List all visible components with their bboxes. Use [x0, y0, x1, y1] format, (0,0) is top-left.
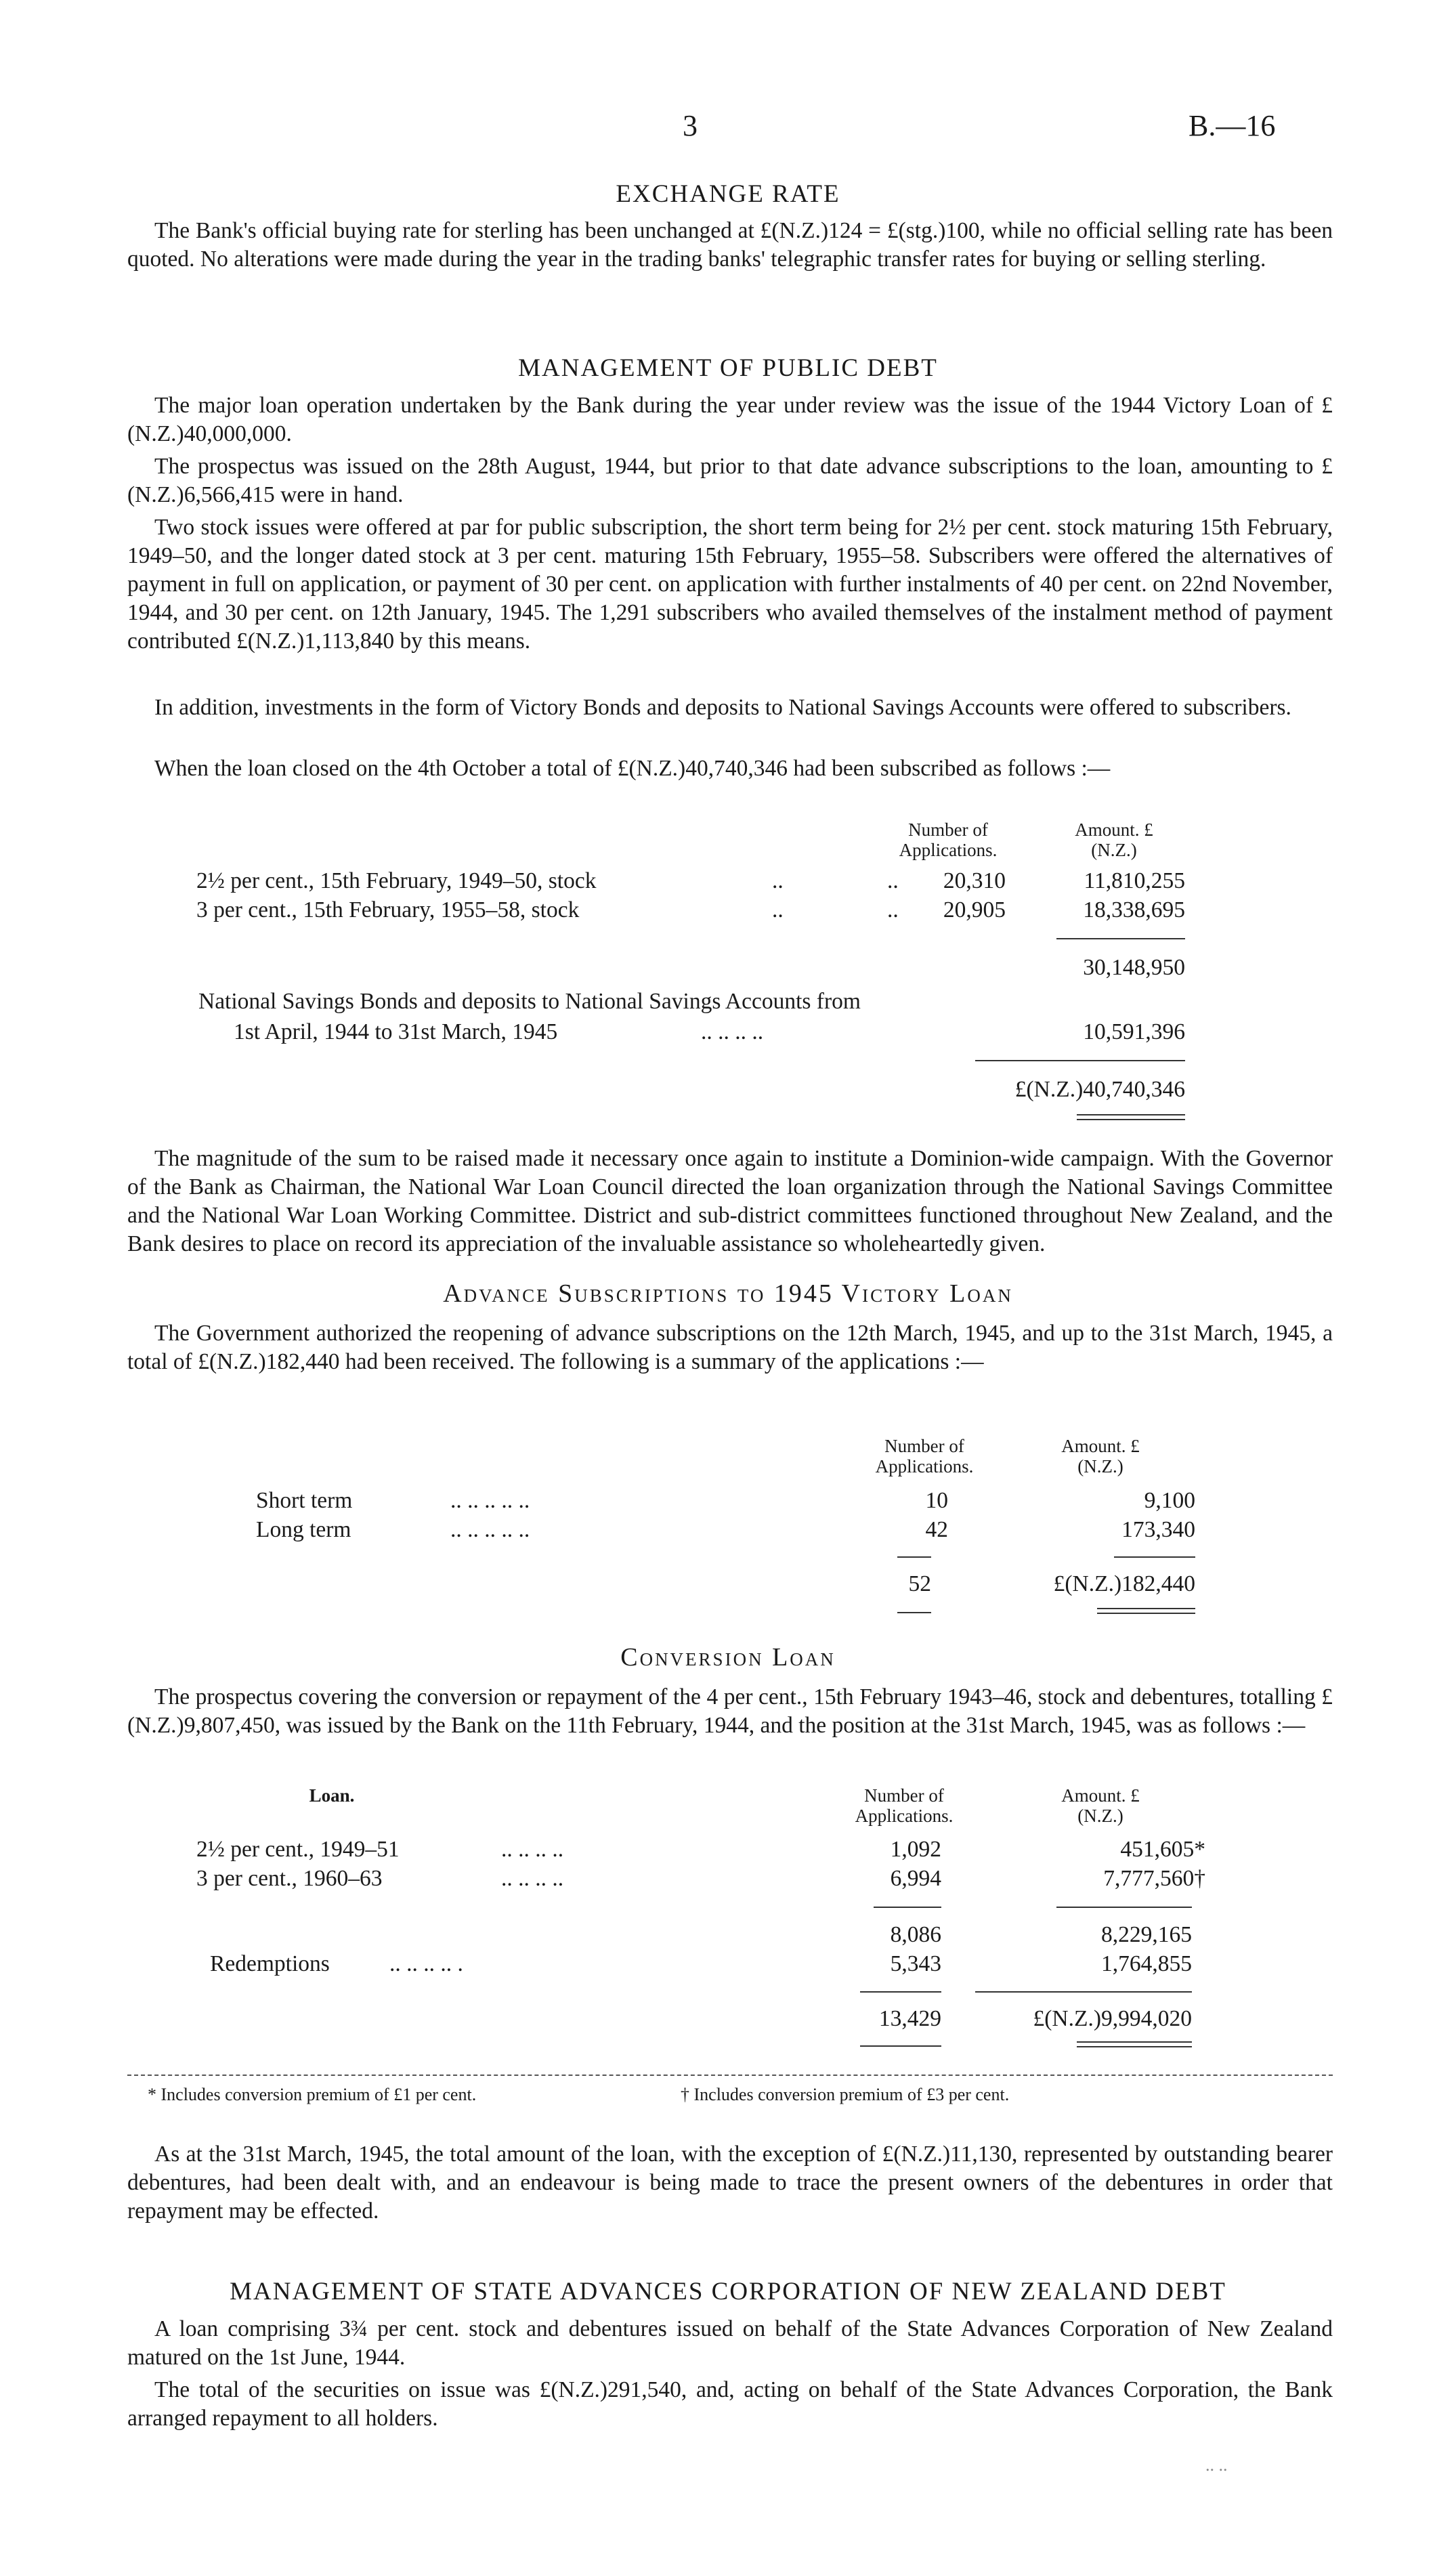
public-debt-paragraph-6: The magnitude of the sum to be raised made it necessary once again to institute a Dominion-wide campaign. With the Governor of the Bank as Chairman, the National War Loan Council directed the loan organization through the National Savings Committee and the National War Loan Working Committee. District and sub-district committees functioned throughout New Zealand, and the Bank desires to place on record its appreciation of the invaluable assistance so wholeheartedly given. — [127, 1146, 1333, 1256]
conversion-total-double-rule — [1077, 2041, 1192, 2047]
conversion-col-applications: Number of Applications. — [855, 1785, 954, 1826]
savings-label-line-2: 1st April, 1944 to 31st March, 1945 — [234, 1019, 558, 1044]
conversion-row-leaders: .. .. .. .. — [501, 1837, 564, 1862]
report-code: B.—16 — [1189, 109, 1276, 142]
advance-row-label: Long term — [256, 1517, 351, 1542]
subtotal-rule — [1056, 938, 1185, 939]
advance-col-applications: Number of Applications. — [875, 1436, 974, 1476]
redemptions-applications: 5,343 — [890, 1951, 941, 1976]
savings-label-line-1: National Savings Bonds and deposits to National Savings Accounts from — [198, 989, 861, 1014]
total-rule — [975, 1060, 1185, 1061]
conversion-total-applications: 13,429 — [878, 2006, 941, 2031]
victory-col-applications: Number of Applications. — [899, 820, 998, 860]
public-debt-paragraph-5: When the loan closed on the 4th October a total of £(N.Z.)40,740,346 had been subscribed as follows :— — [154, 756, 1111, 781]
conversion-total-apps-underline — [860, 2045, 941, 2047]
public-debt-paragraph-4: In addition, investments in the form of Victory Bonds and deposits to National Savings Accounts were offered to subscribers. — [154, 695, 1291, 720]
victory-row-amount: 18,338,695 — [1083, 897, 1185, 922]
victory-col-amount: Amount. £(N.Z.) — [1075, 820, 1153, 860]
advance-total-amount: £(N.Z.)182,440 — [1053, 1571, 1195, 1596]
victory-row-leader: .. — [772, 897, 784, 922]
conversion-row-label: 2½ per cent., 1949–51 — [196, 1837, 400, 1862]
public-debt-paragraph-3: Two stock issues were offered at par for public subscription, the short term being for 2½ per cent. stock maturing 15th February, 1949–50, and the longer dated stock at 3 per cent. maturing 15th February, 1955–58. Subscribers were offered the alternatives of payment in full on application, or payment of 30 per cent. on application with further instalments of 40 per cent. on 22nd November, 1944, and 30 per cent. on 12th January, 1945. The 1,291 subscribers who availed themselves of the instalment method of payment contributed £(N.Z.)1,113,840 by this means. — [127, 515, 1333, 654]
total-double-rule — [1077, 1114, 1185, 1120]
advance-apps-underline — [897, 1612, 931, 1613]
conversion-row-applications: 6,994 — [890, 1866, 941, 1891]
conversion-row-leaders: .. .. .. .. — [501, 1866, 564, 1891]
advance-row-label: Short term — [256, 1488, 353, 1513]
conversion-loan-paragraph-1: The prospectus covering the conversion or repayment of the 4 per cent., 15th February 1943–46, stock and debentures, totalling £(N.Z.)9,807,450, was issued by the Bank on the 11th February, 1944, and the position at the 31st March, 1945, was as follows :— — [127, 1684, 1333, 1738]
conversion-loan-paragraph-2: As at the 31st March, 1945, the total amount of the loan, with the exception of £(N.Z.)11,130, represented by outstanding bearer debentures, had been dealt with, and an endeavour is being made to trace the present owners of the debentures in order that repayment may be effected. — [127, 2142, 1333, 2224]
conversion-subtotal-applications: 8,086 — [890, 1922, 941, 1947]
redemptions-label: Redemptions — [210, 1951, 330, 1976]
redemptions-amount: 1,764,855 — [1101, 1951, 1192, 1976]
advance-row-leaders: .. .. .. .. .. — [450, 1517, 530, 1542]
advance-total-applications: 52 — [908, 1571, 931, 1596]
victory-row-leader: .. — [887, 868, 899, 893]
conversion-total-amount-rule — [975, 1991, 1192, 1993]
advance-row-amount: 173,340 — [1121, 1517, 1195, 1542]
victory-row-amount: 11,810,255 — [1084, 868, 1185, 893]
footnote-1: * Includes conversion premium of £1 per cent. — [148, 2085, 477, 2104]
public-debt-paragraph-1: The major loan operation undertaken by the Bank during the year under review was the issue of the 1944 Victory Loan of £(N.Z.)40,000,000. — [127, 393, 1333, 446]
state-advances-paragraph-2: The total of the securities on issue was £(N.Z.)291,540, and, acting on behalf of the State Advances Corporation, the Bank arranged repayment to all holders. — [127, 2377, 1333, 2431]
conversion-row-applications: 1,092 — [890, 1837, 941, 1862]
victory-row-label: 3 per cent., 15th February, 1955–58, stock — [196, 897, 580, 922]
state-advances-heading: MANAGEMENT OF STATE ADVANCES CORPORATION OF NEW ZEALAND DEBT — [230, 2278, 1226, 2305]
advance-row-applications: 42 — [925, 1517, 948, 1542]
victory-row-applications: 20,905 — [943, 897, 1006, 922]
conversion-amount-rule — [1056, 1907, 1192, 1908]
conversion-row-label: 3 per cent., 1960–63 — [196, 1866, 383, 1891]
public-debt-heading: MANAGEMENT OF PUBLIC DEBT — [518, 354, 938, 382]
footnote-separator — [127, 2075, 1333, 2076]
advance-subscriptions-heading: Advance Subscriptions to 1945 Victory Loan — [443, 1279, 1013, 1308]
conversion-loan-heading: Conversion Loan — [620, 1643, 836, 1672]
conversion-subtotal-amount: 8,229,165 — [1101, 1922, 1192, 1947]
conversion-total-apps-rule — [860, 1991, 941, 1993]
conversion-row-amount: 451,605* — [1120, 1837, 1205, 1862]
state-advances-paragraph-1: A loan comprising 3¾ per cent. stock and debentures issued on behalf of the State Advances Corporation of New Zealand matured on the 1st June, 1944. — [127, 2316, 1333, 2370]
conversion-apps-rule — [874, 1907, 941, 1908]
savings-leaders: .. .. .. .. — [701, 1019, 764, 1044]
conversion-col-amount: Amount. £(N.Z.) — [1061, 1785, 1140, 1826]
exchange-rate-paragraph: The Bank's official buying rate for sterling has been unchanged at £(N.Z.)124 = £(stg.)100, while no official selling rate has been quoted. No alterations were made during the year in the trading banks' telegraphic transfer rates for buying or selling sterling. — [127, 218, 1333, 272]
advance-amount-rule — [1114, 1556, 1195, 1558]
page-number: 3 — [683, 109, 698, 142]
victory-row-label: 2½ per cent., 15th February, 1949–50, stock — [196, 868, 597, 893]
victory-row-applications: 20,310 — [943, 868, 1006, 893]
savings-amount: 10,591,396 — [1083, 1019, 1185, 1044]
footnote-2: † Includes conversion premium of £3 per cent. — [681, 2085, 1010, 2104]
victory-subtotal: 30,148,950 — [1083, 955, 1185, 980]
conversion-col-loan: Loan. — [309, 1785, 355, 1806]
conversion-row-amount: 7,777,560† — [1103, 1866, 1205, 1891]
advance-row-leaders: .. .. .. .. .. — [450, 1488, 530, 1513]
public-debt-paragraph-2: The prospectus was issued on the 28th August, 1944, but prior to that date advance subscriptions to the loan, amounting to £(N.Z.)6,566,415 were in hand. — [127, 454, 1333, 507]
exchange-rate-heading: EXCHANGE RATE — [616, 180, 840, 208]
advance-total-double-rule — [1097, 1608, 1195, 1614]
advance-row-applications: 10 — [925, 1488, 948, 1513]
advance-col-amount: Amount. £(N.Z.) — [1061, 1436, 1140, 1476]
advance-row-amount: 9,100 — [1144, 1488, 1195, 1513]
victory-row-leader: .. — [772, 868, 784, 893]
victory-total: £(N.Z.)40,740,346 — [1014, 1077, 1185, 1102]
advance-apps-rule — [897, 1556, 931, 1558]
footer-marks: .. .. — [1205, 2455, 1228, 2475]
advance-subscriptions-paragraph: The Government authorized the reopening of advance subscriptions on the 12th March, 1945, and up to the 31st March, 1945, a total of £(N.Z.)182,440 had been received. The following is a summary of the applications :— — [127, 1321, 1333, 1374]
conversion-total-amount: £(N.Z.)9,994,020 — [1033, 2006, 1192, 2031]
redemptions-leaders: .. .. .. .. . — [389, 1951, 463, 1976]
victory-row-leader: .. — [887, 897, 899, 922]
